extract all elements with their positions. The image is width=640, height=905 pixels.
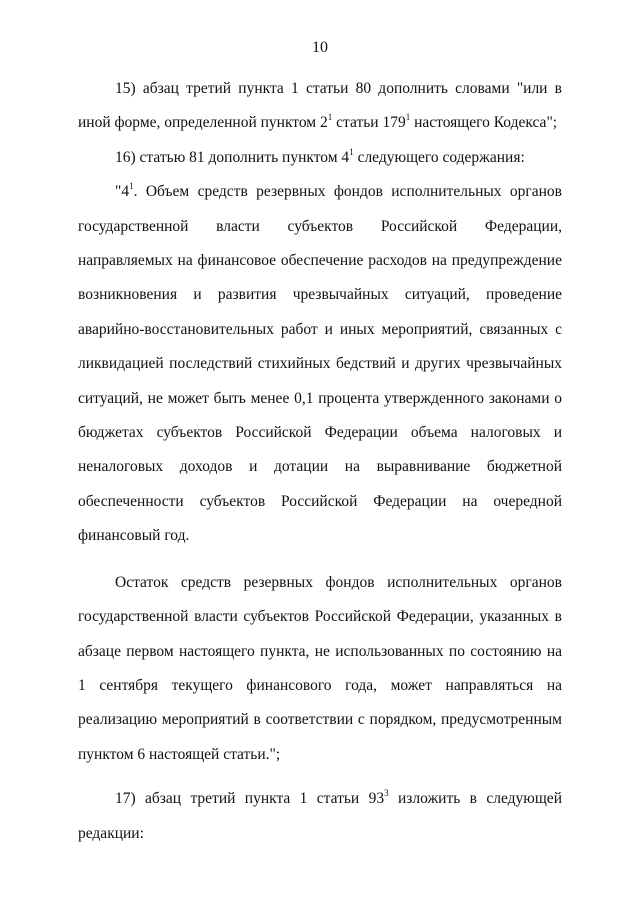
paragraph-item-16: [78, 141, 562, 175]
item-16-superscript: 1: [349, 146, 354, 157]
item-17-text-2: изложить в следующей редакции:: [78, 790, 562, 842]
item-17-superscript: 3: [384, 787, 389, 798]
item-15-superscript-2: 1: [405, 112, 411, 123]
item-15-text-3: настоящего Кодекса";: [410, 114, 558, 132]
quote-1-text-1: "4: [115, 183, 130, 201]
item-15-superscript-1: 1: [327, 112, 333, 123]
paragraph-quote-1: [78, 175, 562, 553]
item-15-text-2: статьи 179: [332, 114, 406, 132]
quote-1-superscript: 1: [129, 181, 134, 192]
item-15-text-1: 15) абзац третий пункта 1 статьи 80 дополнить словами "или в иной форме, определенной пунктом 2: [78, 80, 562, 132]
paragraph-quote-2: Остаток средств резервных фондов исполнительных органов государственной власти субъектов Российской Федерации, указанных в абзаце первом настоящего пункта, не использованных по состоянию на 1 сентября текущего финансового года, может направляться на реализацию мероприятий в соответствии с порядком, предусмотренным пунктом 6 настоящей статьи.";: [78, 573, 562, 763]
paragraph-item-15: [78, 72, 562, 141]
item-16-text-1: 16) статью 81 дополнить пунктом 4: [115, 148, 350, 166]
quote-1-text-2: . Объем средств резервных фондов исполнительных органов государственной власти субъектов Российской Федерации, направляемых на финансовое обеспечение расходов на предупреждение возникновения и развития чрезвычайных ситуаций, проведение аварийно-восстановительных работ и иных мероприятий, связанных с ликвидацией последствий стихийных бедствий и других чрезвычайных ситуаций, не может быть менее 0,1 процента утвержденного законами о бюджетах субъектов Российской Федерации объема налоговых и неналоговых доходов и дотации на выравнивание бюджетной обеспеченности субъектов Российской Федерации на очередной финансовый год.: [78, 183, 562, 545]
document-body: [78, 72, 562, 851]
paragraph-item-17: [78, 782, 562, 851]
item-17-text-1: 17) абзац третий пункта 1 статьи 93: [115, 790, 385, 808]
item-16-text-2: следующего содержания:: [353, 148, 525, 166]
page-number: 10: [312, 39, 328, 56]
